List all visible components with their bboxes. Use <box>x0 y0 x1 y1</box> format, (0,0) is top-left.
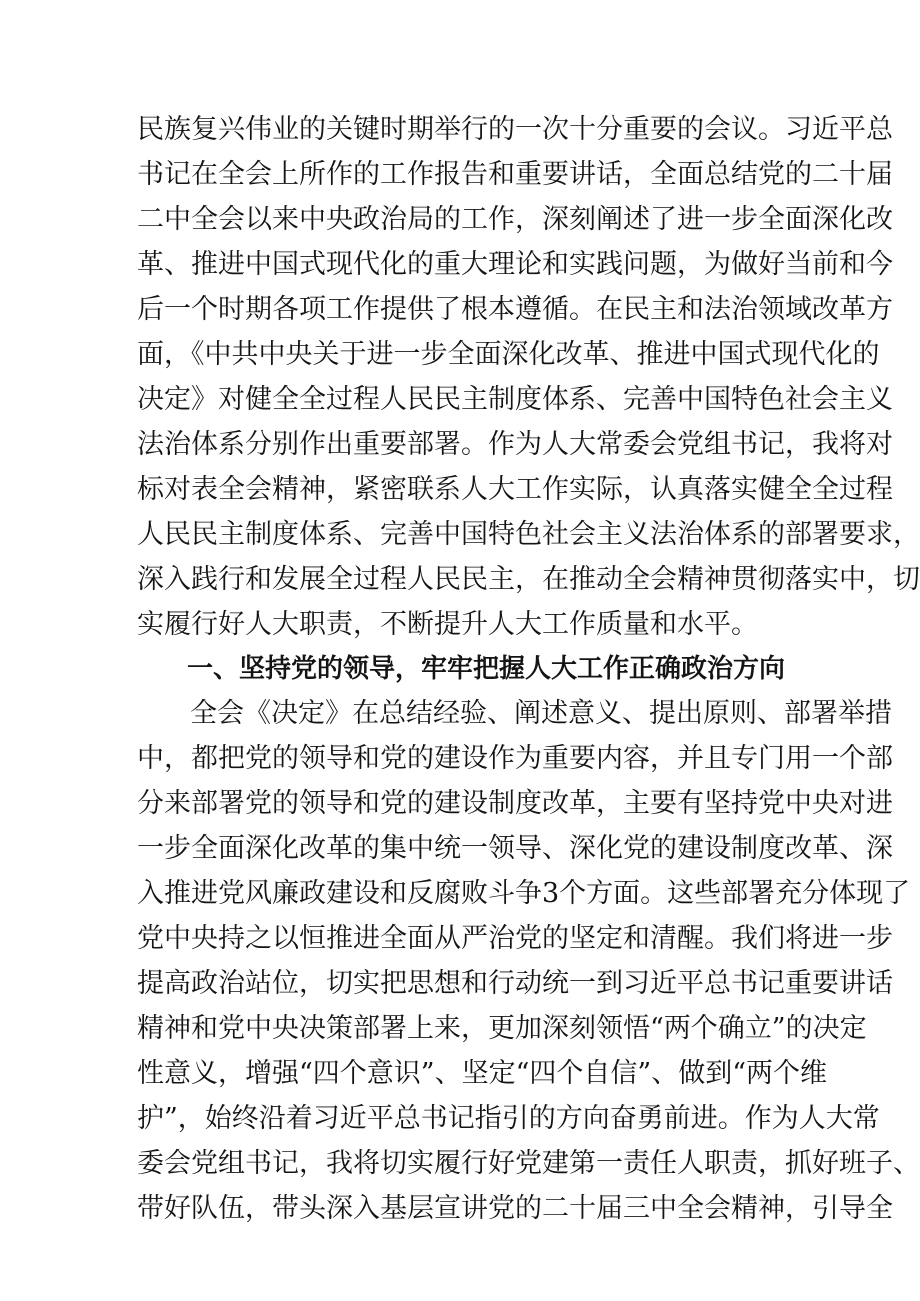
intro-line-8: 法治体系分别作出重要部署。作为人大常委会党组书记，我将对 <box>137 429 893 460</box>
section-line-9: 性意义，增强“四个意识”、坚定“四个自信”、做到“两个维 <box>137 1058 828 1089</box>
section-heading: 一、坚持党的领导，牢牢把握人大工作正确政治方向 <box>187 654 786 684</box>
section-line-3: 分来部署党的领导和党的建设制度改革，主要有坚持党中央对进 <box>137 788 893 819</box>
intro-line-2: 书记在全会上所作的工作报告和重要讲话，全面总结党的二十届 <box>137 159 893 190</box>
intro-line-5: 后一个时期各项工作提供了根本遵循。在民主和法治领域改革方 <box>137 294 893 325</box>
intro-line-3: 二中全会以来中央政治局的工作，深刻阐述了进一步全面深化改 <box>137 204 893 235</box>
section-line-10: 护”，始终沿着习近平总书记指引的方向奋勇前进。作为人大常 <box>137 1103 880 1134</box>
intro-line-12: 实履行好人大职责，不断提升人大工作质量和水平。 <box>137 609 758 640</box>
section-line-11: 委会党组书记，我将切实履行好党建第一责任人职责，抓好班子、 <box>137 1148 920 1179</box>
section-line-12: 带好队伍，带头深入基层宣讲党的二十届三中全会精神，引导全 <box>137 1193 893 1224</box>
section-line-8: 精神和党中央决策部署上来，更加深刻领悟“两个确立”的决定 <box>137 1013 867 1044</box>
section-line-5: 入推进党风廉政建设和反腐败斗争3个方面。这些部署充分体现了 <box>137 878 911 909</box>
intro-line-7: 决定》对健全全过程人民民主制度体系、完善中国特色社会主义 <box>137 384 893 415</box>
section-line-7: 提高政治站位，切实把思想和行动统一到习近平总书记重要讲话 <box>137 968 893 999</box>
intro-line-11: 深入践行和发展全过程人民民主，在推动全会精神贯彻落实中，切 <box>137 564 920 595</box>
section-line-4: 一步全面深化改革的集中统一领导、深化党的建设制度改革、深 <box>137 833 893 864</box>
intro-line-1: 民族复兴伟业的关键时期举行的一次十分重要的会议。习近平总 <box>137 114 893 145</box>
intro-line-4: 革、推进中国式现代化的重大理论和实践问题，为做好当前和今 <box>137 249 893 280</box>
intro-line-9: 标对表全会精神，紧密联系人大工作实际，认真落实健全全过程 <box>137 474 893 505</box>
section-line-1: 全会《决定》在总结经验、阐述意义、提出原则、部署举措 <box>190 698 892 729</box>
section-line-2: 中，都把党的领导和党的建设作为重要内容，并且专门用一个部 <box>137 743 893 774</box>
intro-line-10: 人民民主制度体系、完善中国特色社会主义法治体系的部署要求， <box>137 519 920 550</box>
intro-line-6: 面，《中共中央关于进一步全面深化改革、推进中国式现代化的 <box>137 339 880 370</box>
section-line-6: 党中央持之以恒推进全面从严治党的坚定和清醒。我们将进一步 <box>137 923 893 954</box>
